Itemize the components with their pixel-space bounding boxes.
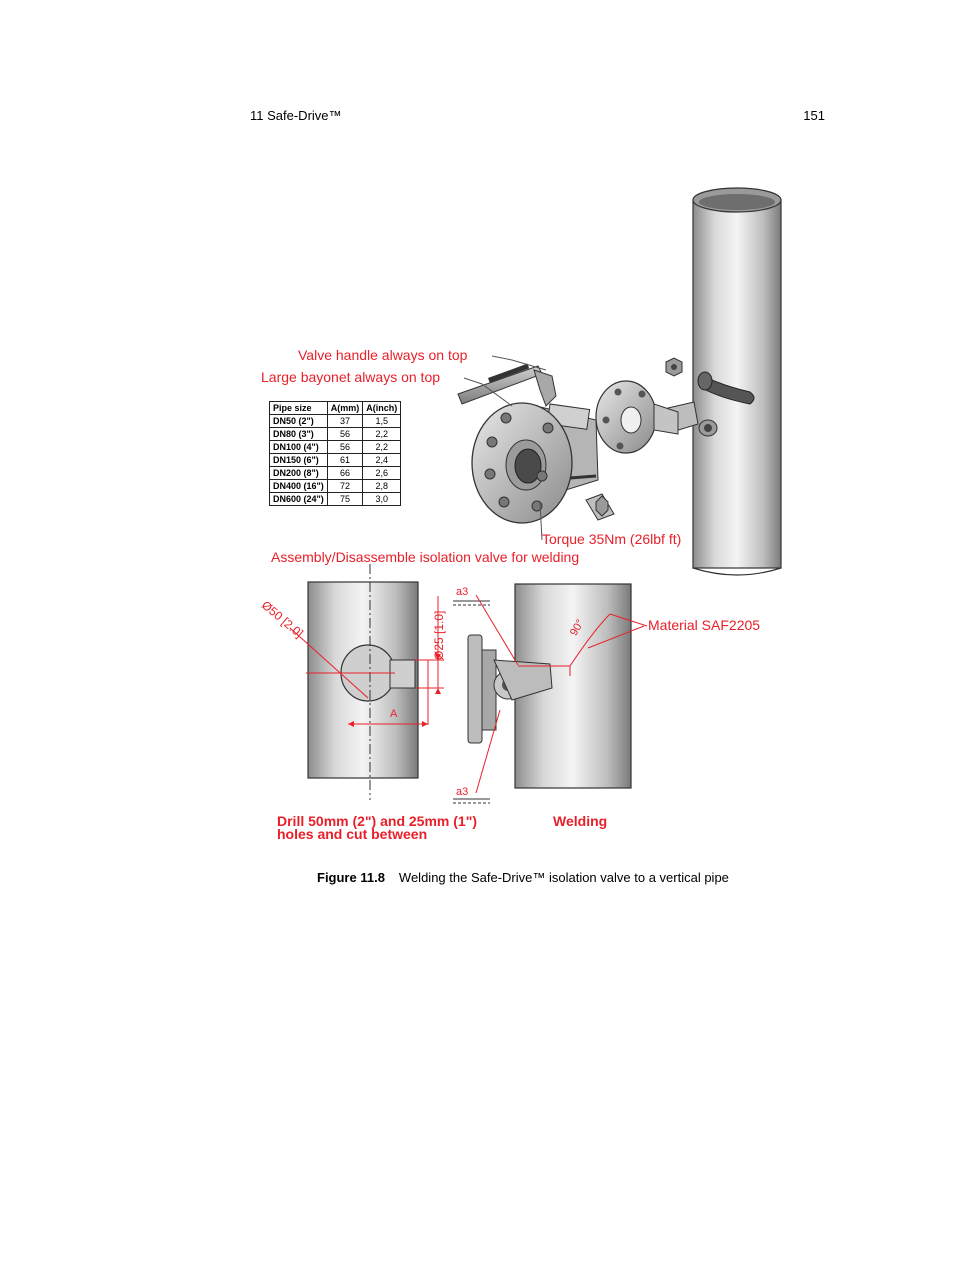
pipe-size-table	[269, 401, 401, 506]
table-cell: 37	[327, 415, 363, 428]
table-cell: DN50 (2")	[270, 415, 328, 428]
drill-instruction-line2: holes and cut between	[277, 826, 428, 842]
table-cell: 72	[327, 480, 363, 493]
table-cell: 66	[327, 467, 363, 480]
table-cell: DN400 (16")	[270, 480, 328, 493]
table-cell: 56	[327, 441, 363, 454]
torque-label: Torque 35Nm (26lbf ft)	[542, 531, 682, 547]
table-cell: DN200 (8")	[270, 467, 328, 480]
table-cell: DN600 (24")	[270, 493, 328, 506]
table-cell: DN150 (6")	[270, 454, 328, 467]
table-cell: 2,8	[363, 480, 401, 493]
material-label: Material SAF2205	[648, 617, 761, 633]
table-cell: 1,5	[363, 415, 401, 428]
table-cell: 56	[327, 428, 363, 441]
table-header-row	[270, 402, 401, 415]
table-cell: 3,0	[363, 493, 401, 506]
table-cell: DN100 (4")	[270, 441, 328, 454]
running-header	[250, 108, 825, 126]
weld-size-bottom-label: a3	[456, 786, 469, 798]
valve-handle-label: Valve handle always on top	[298, 347, 468, 363]
fitting	[586, 494, 614, 520]
table-cell: 2,6	[363, 467, 401, 480]
table-row	[270, 441, 401, 454]
welding-label: Welding	[553, 813, 608, 829]
table-row	[270, 467, 401, 480]
column-header: Pipe size	[270, 402, 328, 415]
right-flange	[596, 381, 678, 453]
column-header: A(inch)	[363, 402, 401, 415]
diameter-25-label: Ø25 [1.0]	[432, 610, 446, 660]
caption-text: Welding the Safe-Drive™ isolation valve to a vertical pipe	[398, 870, 729, 885]
table-cell: 2,2	[363, 441, 401, 454]
table-row	[270, 428, 401, 441]
table-cell: 75	[327, 493, 363, 506]
table-row	[270, 493, 401, 506]
valve-handle	[458, 364, 556, 406]
table-row	[270, 454, 401, 467]
table-row	[270, 480, 401, 493]
angle-label: 90°	[568, 617, 587, 638]
drilled-pipe	[290, 564, 444, 800]
dimension-a-label: A	[390, 708, 398, 720]
page-number: 151	[803, 108, 825, 123]
column-header: A(mm)	[327, 402, 363, 415]
table-cell: 61	[327, 454, 363, 467]
assembly-label: Assembly/Disassemble isolation valve for welding	[271, 549, 580, 565]
table-cell: DN80 (3")	[270, 428, 328, 441]
valve-welding-figure	[250, 180, 795, 845]
left-flange	[472, 403, 572, 523]
welding-pipe	[453, 584, 647, 803]
figure-caption	[317, 870, 729, 885]
nut	[666, 358, 682, 376]
weld-size-top-label: a3	[456, 586, 469, 598]
vertical-pipe	[693, 188, 781, 575]
figure-number: Figure 11.8	[317, 870, 385, 885]
chapter-title: 11 Safe-Drive™	[250, 108, 342, 123]
drill-instruction-line1: Drill 50mm (2") and 25mm (1")	[277, 813, 477, 829]
table-row	[270, 415, 401, 428]
bayonet-label: Large bayonet always on top	[261, 369, 441, 385]
technical-illustration	[250, 180, 795, 845]
table-cell: 2,2	[363, 428, 401, 441]
table-cell: 2,4	[363, 454, 401, 467]
diameter-50-label: Ø50 [2.0]	[259, 598, 306, 641]
